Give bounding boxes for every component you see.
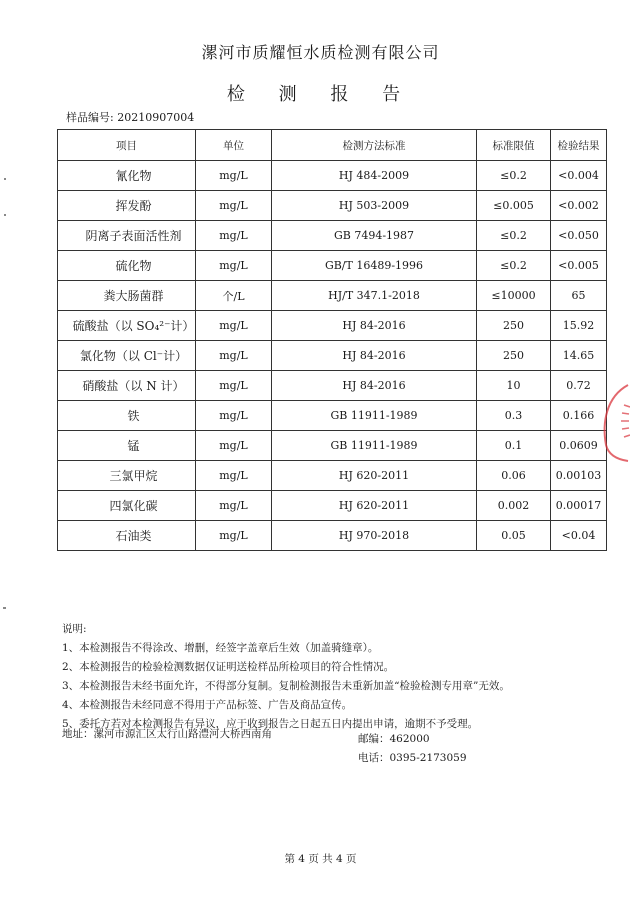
cell-item: 硫酸盐（以 SO₄²⁻计） [58, 311, 196, 341]
cell-unit: mg/L [196, 251, 272, 281]
sample-number [66, 109, 194, 125]
cell-unit: mg/L [196, 461, 272, 491]
results-table [57, 129, 607, 551]
cell-item: 硝酸盐（以 N 计） [58, 371, 196, 401]
table-header-row [58, 130, 607, 161]
postcode: 邮编：462000 [358, 733, 430, 745]
cell-method: HJ 484-2009 [272, 161, 477, 191]
cell-unit: mg/L [196, 311, 272, 341]
cell-limit: 250 [477, 341, 551, 371]
table-row [58, 161, 607, 191]
cell-limit: ≤0.2 [477, 161, 551, 191]
cell-result: <0.002 [551, 191, 607, 221]
cell-item: 锰 [58, 431, 196, 461]
note-item: 2、本检测报告的检验检测数据仅证明送检样品所检项目的符合性情况。 [62, 661, 395, 673]
cell-result: 15.92 [551, 311, 607, 341]
cell-result: 0.00017 [551, 491, 607, 521]
table-row [58, 191, 607, 221]
cell-limit: ≤0.2 [477, 251, 551, 281]
cell-result: <0.005 [551, 251, 607, 281]
table-row [58, 461, 607, 491]
note-item: 5、委托方若对本检测报告有异议，应于收到报告之日起五日内提出申请，逾期不予受理。 [62, 718, 479, 730]
cell-method: HJ 620-2011 [272, 491, 477, 521]
cell-item: 挥发酚 [58, 191, 196, 221]
cell-item: 氰化物 [58, 161, 196, 191]
cell-result: 0.00103 [551, 461, 607, 491]
cell-method: GB 11911-1989 [272, 401, 477, 431]
report-title: 检 测 报 告 [226, 84, 415, 105]
cell-unit: mg/L [196, 221, 272, 251]
page-number: 第 4 页 共 4 页 [284, 853, 357, 865]
cell-item: 三氯甲烷 [58, 461, 196, 491]
cell-method: HJ/T 347.1-2018 [272, 281, 477, 311]
cell-result: 0.0609 [551, 431, 607, 461]
notes-section [62, 620, 622, 734]
cell-item: 氯化物（以 Cl⁻计） [58, 341, 196, 371]
cell-unit: mg/L [196, 491, 272, 521]
cell-unit: mg/L [196, 371, 272, 401]
sample-label: 样品编号: [66, 111, 114, 124]
cell-unit: mg/L [196, 521, 272, 551]
cell-unit: mg/L [196, 191, 272, 221]
cell-limit: 0.1 [477, 431, 551, 461]
cell-limit: 0.06 [477, 461, 551, 491]
cell-item: 阴离子表面活性剂 [58, 221, 196, 251]
table-row [58, 341, 607, 371]
table-row [58, 371, 607, 401]
cell-limit: 10 [477, 371, 551, 401]
cell-method: HJ 84-2016 [272, 311, 477, 341]
cell-limit: ≤0.005 [477, 191, 551, 221]
cell-item: 四氯化碳 [58, 491, 196, 521]
notes-heading: 说明: [62, 623, 87, 635]
table-row [58, 401, 607, 431]
cell-result: <0.004 [551, 161, 607, 191]
table-row [58, 221, 607, 251]
cell-unit: 个/L [196, 281, 272, 311]
seal-stamp-icon [598, 383, 630, 463]
cell-method: HJ 970-2018 [272, 521, 477, 551]
column-header: 标准限值 [477, 130, 551, 161]
scan-mark [4, 178, 6, 180]
cell-method: HJ 620-2011 [272, 461, 477, 491]
cell-limit: ≤10000 [477, 281, 551, 311]
company-name: 漯河市质耀恒水质检测有限公司 [201, 43, 440, 62]
cell-unit: mg/L [196, 431, 272, 461]
column-header: 检测方法标准 [272, 130, 477, 161]
sample-value: 20210907004 [117, 111, 195, 124]
cell-result: 65 [551, 281, 607, 311]
cell-result: <0.04 [551, 521, 607, 551]
column-header: 检验结果 [551, 130, 607, 161]
cell-limit: ≤0.2 [477, 221, 551, 251]
cell-result: 14.65 [551, 341, 607, 371]
cell-limit: 0.05 [477, 521, 551, 551]
cell-method: GB 7494-1987 [272, 221, 477, 251]
cell-item: 粪大肠菌群 [58, 281, 196, 311]
cell-item: 硫化物 [58, 251, 196, 281]
cell-method: HJ 84-2016 [272, 341, 477, 371]
phone: 电话：0395-2173059 [358, 752, 467, 764]
cell-result: 0.166 [551, 401, 607, 431]
cell-unit: mg/L [196, 401, 272, 431]
note-item: 1、本检测报告不得涂改、增删，经签字盖章后生效（加盖骑缝章）。 [62, 642, 379, 654]
cell-method: GB 11911-1989 [272, 431, 477, 461]
cell-result: <0.050 [551, 221, 607, 251]
cell-limit: 250 [477, 311, 551, 341]
cell-method: HJ 84-2016 [272, 371, 477, 401]
cell-method: GB/T 16489-1996 [272, 251, 477, 281]
note-item: 4、本检测报告未经同意不得用于产品标签、广告及商品宣传。 [62, 699, 353, 711]
table-row [58, 431, 607, 461]
cell-method: HJ 503-2009 [272, 191, 477, 221]
scan-mark [4, 214, 6, 216]
table-row [58, 521, 607, 551]
table-row [58, 251, 607, 281]
address: 地址：漯河市源汇区太行山路澧河大桥西南角 [62, 728, 272, 740]
table-row [58, 281, 607, 311]
cell-unit: mg/L [196, 341, 272, 371]
scan-mark [3, 607, 6, 609]
table-row [58, 491, 607, 521]
cell-limit: 0.002 [477, 491, 551, 521]
cell-item: 石油类 [58, 521, 196, 551]
column-header: 单位 [196, 130, 272, 161]
cell-unit: mg/L [196, 161, 272, 191]
column-header: 项目 [58, 130, 196, 161]
cell-result: 0.72 [551, 371, 607, 401]
cell-item: 铁 [58, 401, 196, 431]
note-item: 3、本检测报告未经书面允许，不得部分复制。复制检测报告未重新加盖“检验检测专用章”无效。 [62, 680, 510, 692]
table-row [58, 311, 607, 341]
cell-limit: 0.3 [477, 401, 551, 431]
